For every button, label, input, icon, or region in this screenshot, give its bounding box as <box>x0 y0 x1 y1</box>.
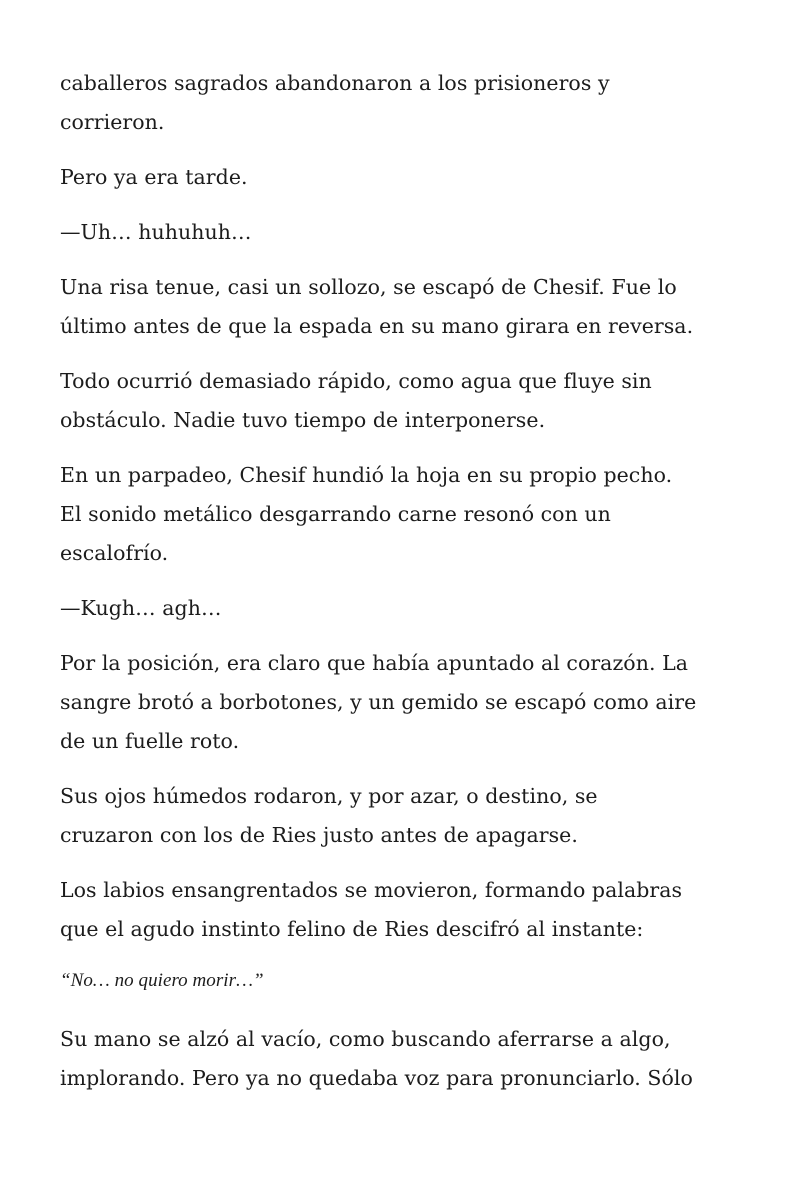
paragraph <box>60 158 760 197</box>
text-line: Sus ojos húmedos rodaron, y por azar, o destino, se <box>60 784 598 808</box>
italic-quote <box>60 961 760 1000</box>
text-line: escalofrío. <box>60 541 169 565</box>
paragraph <box>60 871 760 949</box>
text-line: sangre brotó a borbotones, y un gemido se escapó como aire <box>60 690 697 714</box>
text-line: Pero ya era tarde. <box>60 165 248 189</box>
text-line: —Kugh… agh… <box>60 596 222 620</box>
paragraph <box>60 777 760 855</box>
text-line: El sonido metálico desgarrando carne resonó con un <box>60 502 611 526</box>
reading-page <box>60 64 760 1114</box>
text-line: Una risa tenue, casi un sollozo, se escapó de Chesif. Fue lo <box>60 275 677 299</box>
text-line: último antes de que la espada en su mano girara en reversa. <box>60 314 694 338</box>
text-line: Por la posición, era claro que había apuntado al corazón. La <box>60 651 689 675</box>
dialogue-line <box>60 213 760 252</box>
text-line: cruzaron con los de Ries justo antes de apagarse. <box>60 823 578 847</box>
paragraph <box>60 644 760 761</box>
text-line: implorando. Pero ya no quedaba voz para pronunciarlo. Sólo <box>60 1066 693 1090</box>
paragraph <box>60 268 760 346</box>
paragraph <box>60 1020 760 1098</box>
paragraph <box>60 362 760 440</box>
text-line: “No… no quiero morir…” <box>60 970 264 991</box>
text-line: caballeros sagrados abandonaron a los prisioneros y <box>60 71 610 95</box>
text-line: En un parpadeo, Chesif hundió la hoja en su propio pecho. <box>60 463 673 487</box>
text-line: que el agudo instinto felino de Ries descifró al instante: <box>60 917 644 941</box>
text-line: obstáculo. Nadie tuvo tiempo de interponerse. <box>60 408 546 432</box>
dialogue-line <box>60 589 760 628</box>
text-line: Su mano se alzó al vacío, como buscando aferrarse a algo, <box>60 1027 671 1051</box>
text-line: de un fuelle roto. <box>60 729 240 753</box>
paragraph <box>60 456 760 573</box>
text-line: corrieron. <box>60 110 165 134</box>
paragraph <box>60 64 760 142</box>
text-line: Los labios ensangrentados se movieron, formando palabras <box>60 878 683 902</box>
text-line: Todo ocurrió demasiado rápido, como agua que fluye sin <box>60 369 652 393</box>
text-line: —Uh… huhuhuh… <box>60 220 252 244</box>
